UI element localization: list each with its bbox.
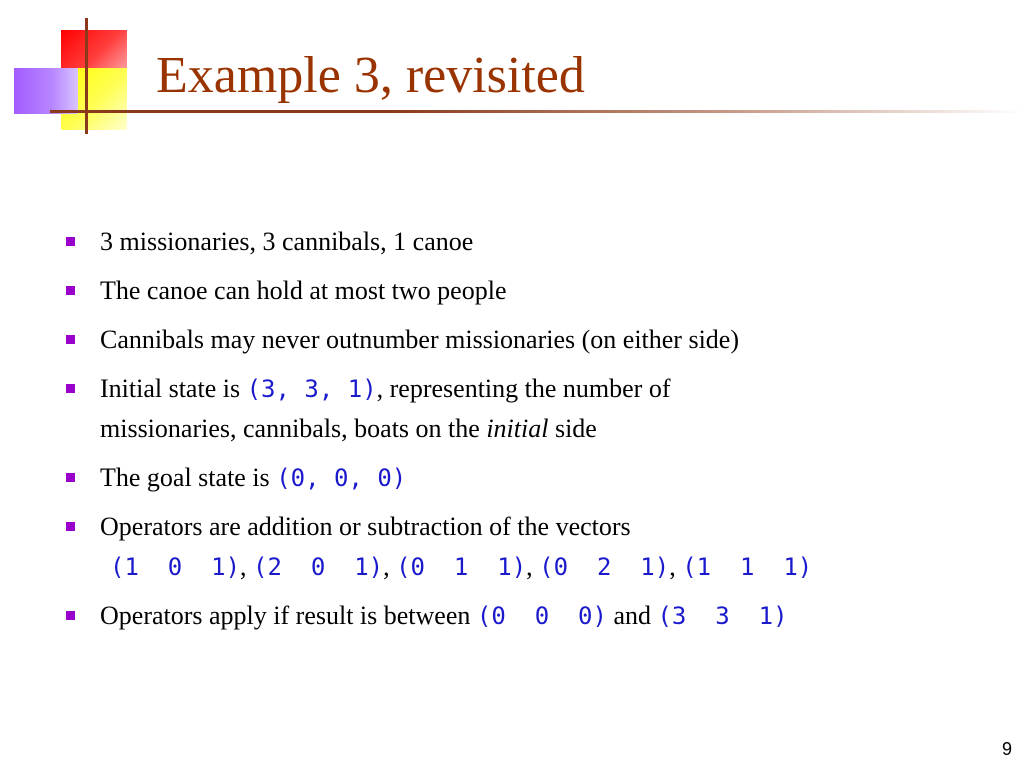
bullet-square-icon <box>66 237 75 246</box>
bullet-item-2 <box>66 271 966 311</box>
separator: , <box>526 552 540 581</box>
bullet-square-icon <box>66 473 75 482</box>
separator: , <box>240 552 254 581</box>
bullet-text: missionaries, cannibals, boats on the <box>100 414 487 443</box>
operator-vector: (1 1 1) <box>682 553 813 581</box>
bullet-text: , representing the number of <box>376 374 671 403</box>
bullet-item-1 <box>66 222 966 262</box>
page-number: 9 <box>1001 739 1012 759</box>
operator-vector: (0 2 1) <box>539 553 670 581</box>
bullet-list <box>66 222 966 645</box>
bullet-item-4 <box>66 369 966 449</box>
operator-vectors <box>100 552 812 581</box>
lower-bound-code: (0 0 0) <box>476 602 607 630</box>
bullet-text: Initial state is <box>100 374 247 403</box>
logo-vertical-line <box>85 18 88 134</box>
bullet-text: The goal state is <box>100 463 277 492</box>
separator: , <box>669 552 683 581</box>
upper-bound-code: (3 3 1) <box>657 602 788 630</box>
bullet-square-icon <box>66 384 75 393</box>
bullet-text: 3 missionaries, 3 cannibals, 1 canoe <box>100 227 474 256</box>
separator: , <box>383 552 397 581</box>
bullet-text: Cannibals may never outnumber missionaries (on either side) <box>100 325 740 354</box>
operator-vector: (1 0 1) <box>110 553 241 581</box>
bullet-text: The canoe can hold at most two people <box>100 276 507 305</box>
title-underline <box>50 110 1024 113</box>
slide-title: Example 3, revisited <box>156 47 585 104</box>
bullet-square-icon <box>66 522 75 531</box>
bullet-text: Operators are addition or subtraction of the vectors <box>100 512 631 541</box>
bullet-item-7 <box>66 596 966 636</box>
bullet-text: Operators apply if result is between <box>100 601 477 630</box>
bullet-square-icon <box>66 611 75 620</box>
bullet-item-5 <box>66 458 966 498</box>
operator-vector: (2 0 1) <box>253 553 384 581</box>
logo-purple-square <box>14 68 78 114</box>
bullet-text: and <box>606 601 658 630</box>
initial-state-code: (3, 3, 1) <box>246 375 377 403</box>
bullet-text: side <box>548 414 597 443</box>
emphasis-text: initial <box>486 414 549 443</box>
bullet-item-3 <box>66 320 966 360</box>
operator-vector: (0 1 1) <box>396 553 527 581</box>
bullet-item-6 <box>66 507 966 587</box>
bullet-square-icon <box>66 335 75 344</box>
goal-state-code: (0, 0, 0) <box>276 464 407 492</box>
bullet-square-icon <box>66 286 75 295</box>
